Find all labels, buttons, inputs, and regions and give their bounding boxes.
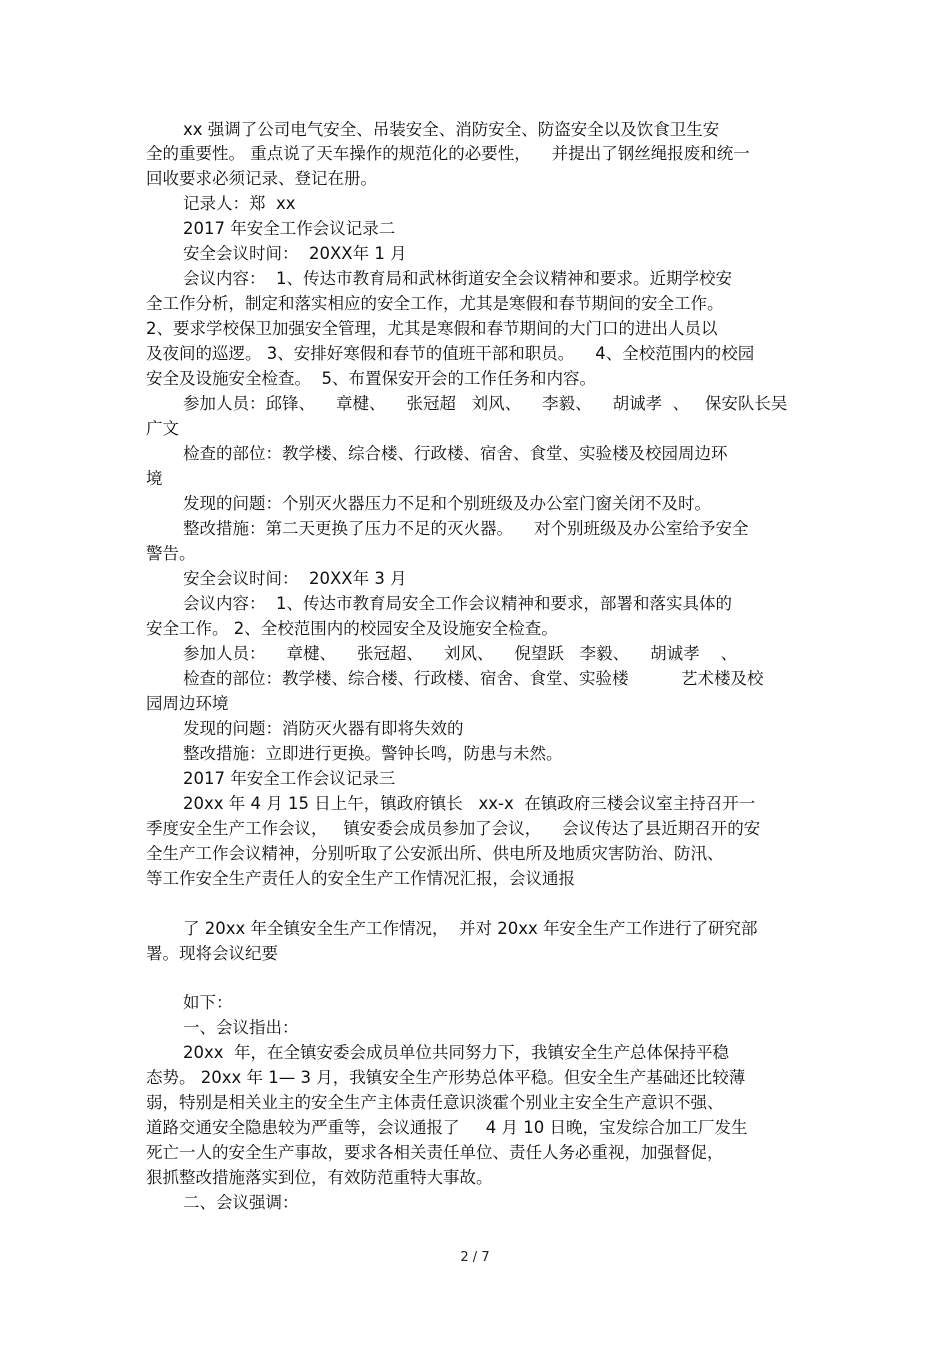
text-line: 了 20xx 年全镇安全生产工作情况， 并对 20xx 年安全生产工作进行了研究部	[183, 919, 758, 938]
text-line: 会议内容： 1、传达市教育局和武林街道安全会议精神和要求。近期学校安	[183, 269, 732, 288]
text-line: 等工作安全生产责任人的安全生产工作情况汇报，会议通报	[146, 869, 575, 888]
section-heading: 2017 年安全工作会议记录三	[183, 769, 396, 788]
text-line: 全的重要性。 重点说了天车操作的规范化的必要性， 并提出了钢丝绳报废和统一	[146, 144, 750, 163]
section-heading: 2017 年安全工作会议记录二	[183, 219, 396, 238]
meeting-time: 安全会议时间： 20XX年 3 月	[183, 569, 407, 588]
text-line: 安全及设施安全检查。 5、布置保安开会的工作任务和内容。	[146, 369, 596, 388]
text-line: 广文	[146, 419, 179, 438]
participants-line: 参加人员： 章楗、 张冠超、 刘风、 倪望跃 李毅、 胡诚孝 、	[183, 644, 738, 663]
text-line: 道路交通安全隐患较为严重等，会议通报了 4 月 10 日晚，宝发综合加工厂发生	[146, 1118, 748, 1137]
text-line: 署。现将会议纪要	[146, 944, 278, 963]
participants-line: 参加人员：邱锋、 章楗、 张冠超 刘风、 李毅、 胡诚孝 、 保安队长吴	[183, 394, 788, 413]
text-line: 及夜间的巡逻。 3、安排好寒假和春节的值班干部和职员。 4、全校范围内的校园	[146, 344, 755, 363]
text-line: 发现的问题：个别灭火器压力不足和个别班级及办公室门窗关闭不及时。	[183, 494, 711, 513]
text-line: 警告。	[146, 544, 196, 563]
text-line: 发现的问题：消防灭火器有即将失效的	[183, 719, 464, 738]
text-line: 20xx 年，在全镇安委会成员单位共同努力下，我镇安全生产总体保持平稳	[183, 1043, 730, 1062]
page-number: 2 / 7	[460, 1250, 490, 1265]
text-line: 20xx 年 4 月 15 日上午，镇政府镇长 xx-x 在镇政府三楼会议室主持召开一	[183, 794, 756, 813]
text-line: xx 强调了公司电气安全、吊装安全、消防安全、防盗安全以及饮食卫生安	[183, 120, 720, 139]
subsection-heading: 二、会议强调：	[183, 1193, 299, 1212]
text-line: 整改措施：立即进行更换。警钟长鸣，防患与未然。	[183, 744, 563, 763]
text-line: 安全工作。 2、全校范围内的校园安全及设施安全检查。	[146, 619, 558, 638]
text-line: 检查的部位：教学楼、综合楼、行政楼、宿舍、食堂、实验楼及校园周边环	[183, 444, 728, 463]
text-line: 如下：	[183, 993, 233, 1012]
text-line: 2、要求学校保卫加强安全管理，尤其是寒假和春节期间的大门口的进出人员以	[146, 319, 718, 338]
recorder-line: 记录人：郑 xx	[183, 194, 296, 213]
text-line: 态势。 20xx 年 1— 3 月，我镇安全生产形势总体平稳。但安全生产基础还比较薄	[146, 1068, 746, 1087]
text-line: 狠抓整改措施落实到位，有效防范重特大事故。	[146, 1168, 493, 1187]
text-line: 园周边环境	[146, 694, 229, 713]
text-line: 回收要求必须记录、登记在册。	[146, 169, 377, 188]
subsection-heading: 一、会议指出：	[183, 1018, 299, 1037]
meeting-time: 安全会议时间： 20XX年 1 月	[183, 244, 407, 263]
text-line: 检查的部位：教学楼、综合楼、行政楼、宿舍、食堂、实验楼 艺术楼及校	[183, 669, 764, 688]
text-line: 全工作分析，制定和落实相应的安全工作，尤其是寒假和春节期间的安全工作。	[146, 294, 724, 313]
text-line: 全生产工作会议精神，分别听取了公安派出所、供电所及地质灾害防治、防汛、	[146, 844, 724, 863]
text-line: 季度安全生产工作会议， 镇安委会成员参加了会议， 会议传达了县近期召开的安	[146, 819, 761, 838]
text-line: 会议内容： 1、传达市教育局安全工作会议精神和要求，部署和落实具体的	[183, 594, 732, 613]
text-line: 境	[146, 469, 163, 488]
text-line: 死亡一人的安全生产事故，要求各相关责任单位、责任人务必重视，加强督促，	[146, 1143, 724, 1162]
text-line: 整改措施：第二天更换了压力不足的灭火器。 对个别班级及办公室给予安全	[183, 519, 749, 538]
text-line: 弱，特别是相关业主的安全生产主体责任意识淡霍个别业主安全生产意识不强、	[146, 1093, 724, 1112]
